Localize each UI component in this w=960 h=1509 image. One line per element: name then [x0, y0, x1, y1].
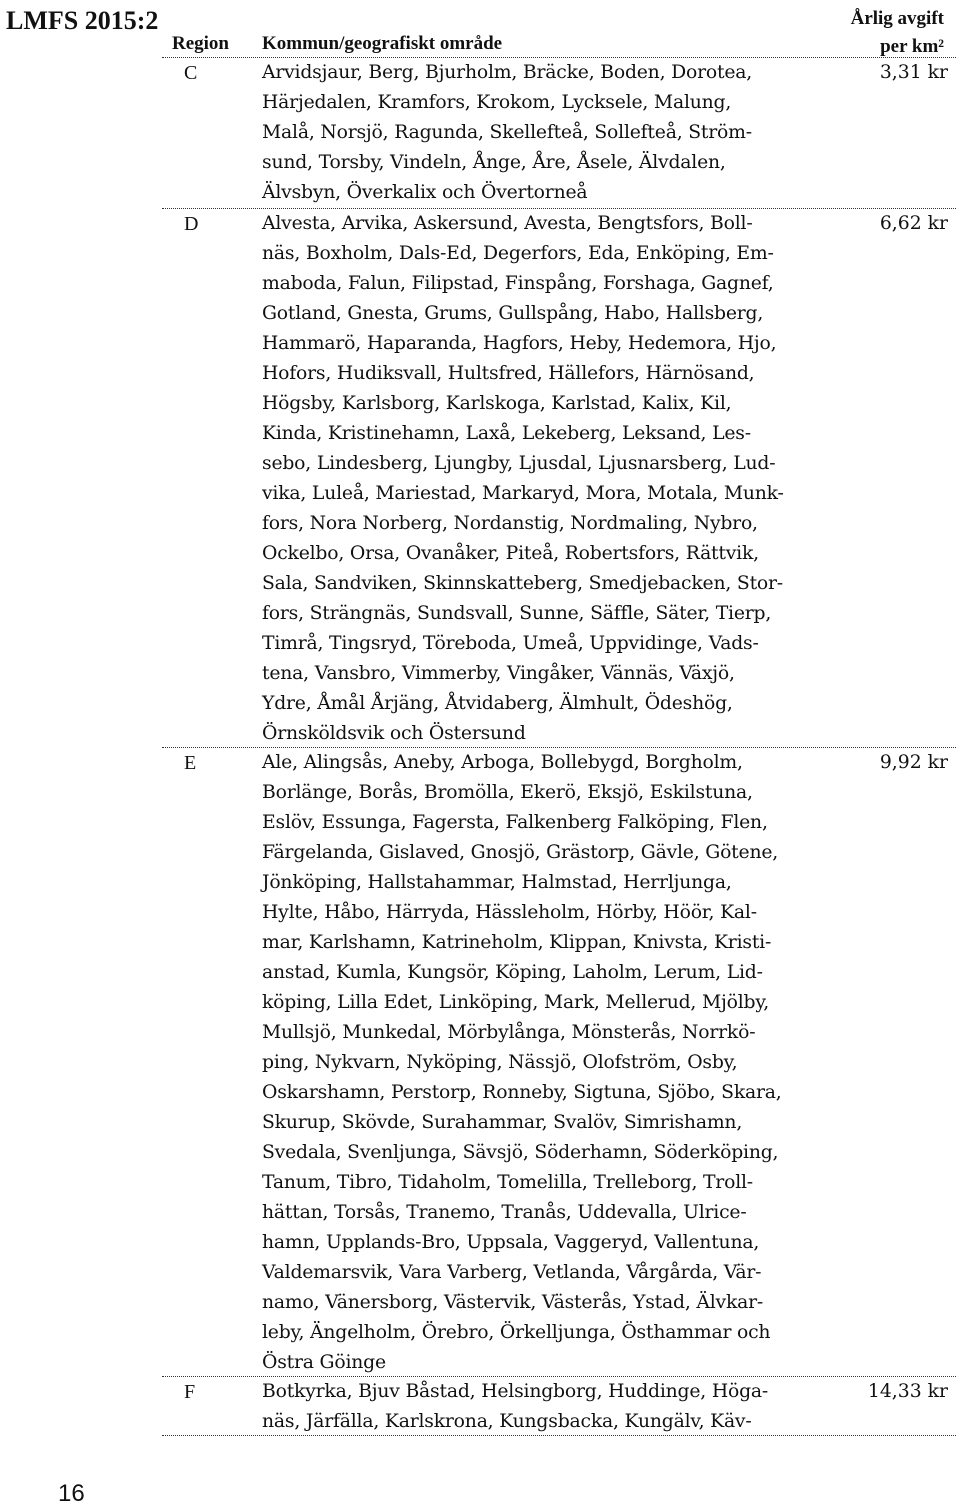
area-list: Alvesta, Arvika, Askersund, Avesta, Bengtsfors, Boll- näs, Boxholm, Dals-Ed, Degerfors, Eda, Enköping, Em- maboda, Falun, Filipstad, Finspång, Forshaga, Gagnef, Gotland, Gnesta, Grums, Gullspång, Habo, Hallsberg, Hammarö, Haparanda, Hagfors, Heby, Hedemora, Hjo, Hofors, Hudiksvall, Hultsfred, Hällefors, Härnösand, Högsby, Karlsborg, Karlskoga, Karlstad, Kalix, Kil, Kinda, Kristinehamn, Laxå, Lekeberg, Leksand, Les- sebo, Lindesberg, Ljungby, Ljusdal, Ljusnarsberg, Lud- vika, Luleå, Mariestad, Markaryd, Mora, Motala, Munk- fors, Nora Norberg, Nordanstig, Nordmaling, Nybro, Ockelbo, Orsa, Ovanåker, Piteå, Robertsfors, Rättvik, Sala, Sandviken, Skinnskatteberg, Smedjebacken, Stor- fors, Strängnäs, Sundsvall, Sunne, Säffle, Säter, Tierp, Timrå, Tingsryd, Töreboda, Umeå, Uppvidinge, Vads- tena, Vansbro, Vimmerby, Vingåker, Vännäs, Växjö, Ydre, Åmål Årjäng, Åtvidaberg, Älmhult, Ödeshög, Örnsköldsvik och Östersund [262, 213, 784, 744]
annual-fee: 3,31 kr [879, 62, 948, 83]
region-code: D [184, 213, 199, 235]
region-code: E [184, 752, 197, 774]
annual-fee: 14,33 kr [867, 1381, 948, 1402]
column-header-fee-line1: Årlig avgift [850, 8, 944, 29]
region-code: C [184, 62, 198, 84]
column-header-fee [851, 5, 944, 61]
column-header-area: Kommun/geografiskt område [262, 33, 503, 54]
annual-fee: 9,92 kr [879, 752, 948, 773]
area-list: Botkyrka, Bjuv Båstad, Helsingborg, Huddinge, Höga- näs, Järfälla, Karlskrona, Kungsbacka, Kungälv, Käv- [262, 1381, 769, 1432]
page-number: 16 [58, 1480, 85, 1507]
area-list: Ale, Alingsås, Aneby, Arboga, Bollebygd, Borgholm, Borlänge, Borås, Bromölla, Ekerö, Eksjö, Eskilstuna, Eslöv, Essunga, Fagersta, Falkenberg Falköping, Flen, Färgelanda, Gislaved, Gnosjö, Grästorp, Gävle, Götene, Jönköping, Hallstahammar, Halmstad, Herrljunga, Hylte, Håbo, Härryda, Hässleholm, Hörby, Höör, Kal- mar, Karlshamn, Katrineholm, Klippan, Knivsta, Kristi- anstad, Kumla, Kungsör, Köping, Laholm, Lerum, Lid- köping, Lilla Edet, Linköping, Mark, Mellerud, Mjölby, Mullsjö, Munkedal, Mörbylånga, Mönsterås, Norrkö- ping, Nykvarn, Nyköping, Nässjö, Olofström, Osby, Oskarshamn, Perstorp, Ronneby, Sigtuna, Sjöbo, Skara, Skurup, Skövde, Surahammar, Svalöv, Simrishamn, Svedala, Svenljunga, Sävsjö, Söderhamn, Söderköping, Tanum, Tibro, Tidaholm, Tomelilla, Trelleborg, Troll- hättan, Torsås, Tranemo, Tranås, Uddevalla, Ulrice- hamn, Upplands-Bro, Uppsala, Vaggeryd, Vallentuna, Valdemarsvik, Vara Varberg, Vetlanda, Vårgårda, Vär- namo, Vänersborg, Västervik, Västerås, Ystad, Älvkar- leby, Ängelholm, Örebro, Örkelljunga, Östhammar och Östra Göinge [262, 752, 782, 1373]
area-list: Arvidsjaur, Berg, Bjurholm, Bräcke, Boden, Dorotea, Härjedalen, Kramfors, Krokom, Lycksele, Malung, Malå, Norsjö, Ragunda, Skellefteå, Sollefteå, Ström- sund, Torsby, Vindeln, Ånge, Åre, Åsele, Älvdalen, Älvsbyn, Överkalix och Övertorneå [262, 62, 752, 203]
column-header-region: Region [172, 33, 229, 54]
column-header-fee-line2: per km² [880, 36, 944, 57]
region-code: F [184, 1381, 196, 1403]
document-id: LMFS 2015:2 [6, 6, 159, 35]
row-divider [162, 1435, 956, 1436]
annual-fee: 6,62 kr [879, 213, 948, 234]
